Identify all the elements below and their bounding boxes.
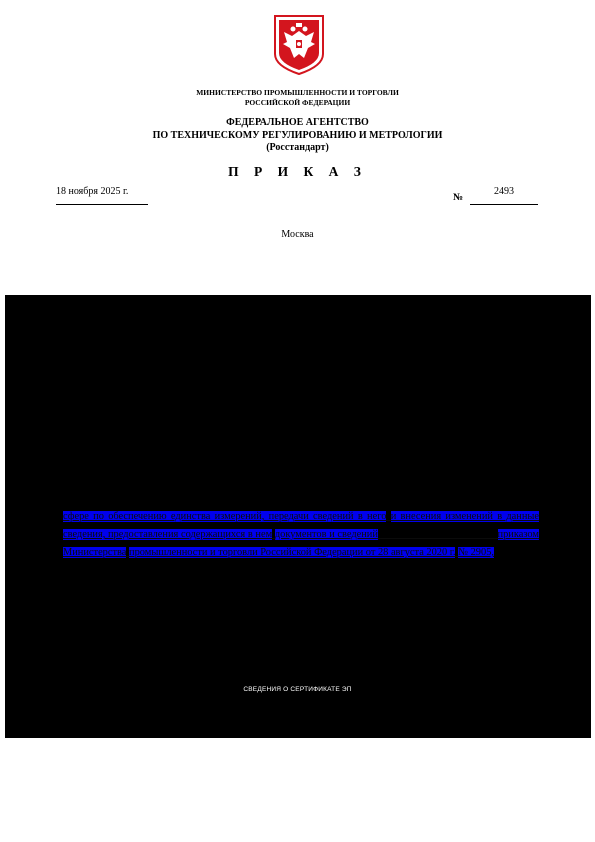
text-line: № 2905, xyxy=(458,547,494,558)
document-title: П Р И К А З xyxy=(228,164,367,179)
order-number: 2493 xyxy=(470,186,538,205)
number-sign: № xyxy=(453,192,464,203)
ministry-name xyxy=(0,88,595,107)
signature-certificate-label: СВЕДЕНИЯ О СЕРТИФИКАТЕ ЭП xyxy=(243,686,352,693)
agency-name xyxy=(0,117,595,155)
text-line: приказом Министерства xyxy=(63,529,539,558)
highlighted-paragraph xyxy=(63,508,539,562)
text-line: документов и сведений xyxy=(274,529,378,540)
city-name: Москва xyxy=(281,229,314,240)
ministry-line: МИНИСТЕРСТВО ПРОМЫШЛЕННОСТИ И ТОРГОВЛИ xyxy=(196,88,399,97)
agency-short-name: (Росстандарт) xyxy=(266,142,329,153)
text-line: промышленности и торговли Российской Федерации от 28 августа 2020 г. xyxy=(129,547,456,558)
agency-line: ФЕДЕРАЛЬНОЕ АГЕНТСТВО xyxy=(226,117,369,128)
redacted-fragment xyxy=(381,529,495,540)
text-line: и внесения изменений в данные сведения, предоставления содержащихся в нем xyxy=(63,511,540,540)
agency-line: ПО ТЕХНИЧЕСКОМУ РЕГУЛИРОВАНИЮ И МЕТРОЛОГИИ xyxy=(152,129,443,141)
ministry-line: РОССИЙСКОЙ ФЕДЕРАЦИИ xyxy=(244,97,351,107)
order-date: 18 ноября 2025 г. xyxy=(56,186,148,205)
text-line: сфере по обеспечению единства измерений, передачи сведений в него xyxy=(63,511,387,522)
coat-of-arms-icon xyxy=(272,14,326,76)
